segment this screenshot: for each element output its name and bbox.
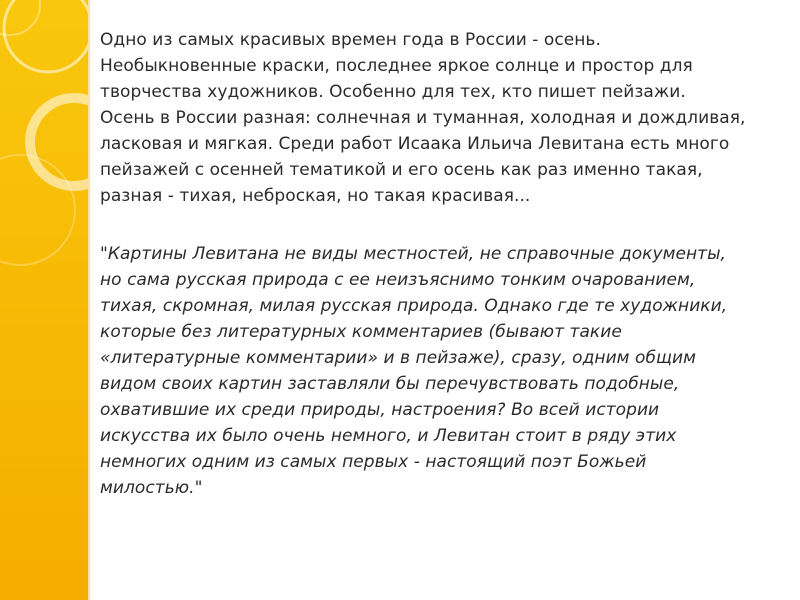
quote-line: тихая, скромная, милая русская природа. Однако где те художники, (100, 296, 728, 316)
quote-line: охватившие их среди природы, настроения? Во всей истории (100, 400, 660, 420)
quote-line: видом своих картин заставляли бы перечувствовать подобные, (100, 374, 680, 394)
intro-line: Необыкновенные краски, последнее яркое солнце и простор для (100, 56, 693, 76)
intro-line: разная - тихая, неброская, но такая красивая... (100, 186, 531, 206)
quote-line: которые без литературных комментариев (бывают такие (100, 322, 622, 342)
quote-line: но сама русская природа с ее неизъяснимо тонким очарованием, (100, 270, 696, 290)
intro-line: Одно из самых красивых времен года в России - осень. (100, 30, 601, 50)
decorative-circles-graphic (0, 0, 88, 600)
sidebar-divider (88, 0, 90, 600)
quote-line: "Картины Левитана не виды местностей, не справочные документы, (100, 244, 727, 264)
quote-line: милостью." (100, 478, 203, 498)
slide-content (100, 27, 780, 501)
quote-paragraph (100, 241, 780, 501)
intro-line: творчества художников. Особенно для тех, кто пишет пейзажи. (100, 82, 686, 102)
quote-line: немногих одним из самых первых - настоящий поэт Божьей (100, 452, 647, 472)
intro-line: Осень в России разная: солнечная и туманная, холодная и дождливая, (100, 108, 746, 128)
quote-line: искусства их было очень немного, и Левитан стоит в ряду этих (100, 426, 677, 446)
intro-paragraph (100, 27, 780, 209)
decorative-sidebar (0, 0, 88, 600)
intro-line: ласковая и мягкая. Среди работ Исаака Ильича Левитана есть много (100, 134, 730, 154)
quote-line: «литературные комментарии» и в пейзаже), сразу, одним общим (100, 348, 697, 368)
intro-line: пейзажей с осенней тематикой и его осень как раз именно такая, (100, 160, 703, 180)
